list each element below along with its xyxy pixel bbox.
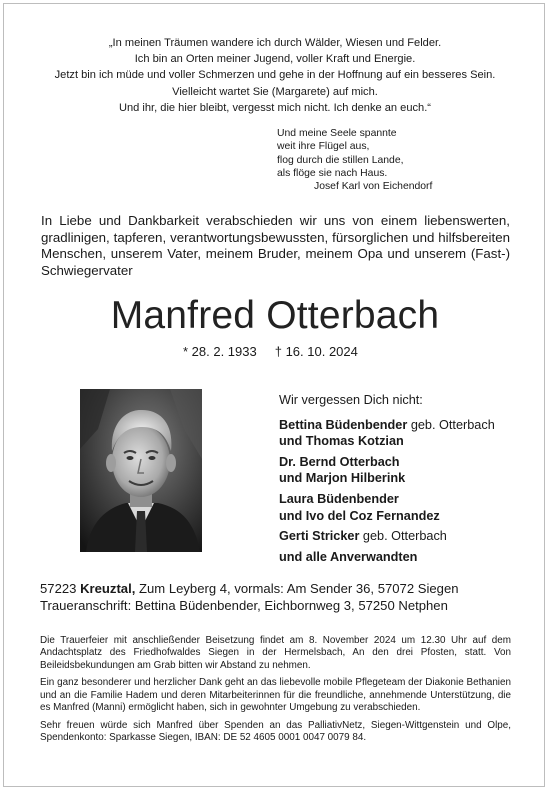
- verse-line: weit ihre Flügel aus,: [277, 141, 370, 153]
- poem-line: Und ihr, die hier bleibt, vergesst mich nicht. Ich denke an euch.“: [118, 101, 432, 114]
- family-list: [279, 392, 529, 565]
- family-partner: und Ivo del Coz Fernandez: [279, 508, 440, 523]
- address-street: Zum Leyberg 4, vormals: Am Sender 36, 57072 Siegen: [135, 581, 459, 596]
- funeral-notice: Die Trauerfeier mit anschließender Beisetzung findet am 8. November 2024 um 12.30 Uhr auf dem Andachtsplatz des Friedhofwaldes Siegen in der Hermelsbach, An den drei Pfosten, statt. Von Beileidsbekundungen am Grab bitten wir Abstand zu nehmen.: [40, 635, 511, 671]
- family-member: Dr. Bernd Otterbach: [279, 454, 400, 469]
- intro-line: Menschen, unserem Vater, meinem Bruder, meinem Opa und unserem (Fast-): [41, 246, 510, 262]
- mourning-address: Traueranschrift: Bettina Büdenbender, Eichbornweg 3, 57250 Netphen: [40, 597, 448, 613]
- intro-line: Schwiegervater: [41, 262, 133, 278]
- family-group: [279, 454, 529, 487]
- family-group: [279, 417, 529, 450]
- verse-line: flog durch die stillen Lande,: [277, 154, 404, 166]
- life-dates: [183, 344, 358, 360]
- family-partner: und Thomas Kotzian: [279, 434, 404, 449]
- address-block: [40, 581, 520, 614]
- death-date: † 16. 10. 2024: [274, 344, 358, 359]
- thanks-notice: Ein ganz besonderer und herzlicher Dank geht an das liebevolle mobile Pflegeteam der Diakonie Bethanien und an die Familie Hadem und deren Mitarbeiterinnen für die freundliche, annehmende Unterstützung, die es Manfred (Manni) ermöglicht haben, sich in gewohnter Umgebung zu verabschieden.: [40, 677, 511, 713]
- eichendorff-verse: [277, 127, 477, 193]
- family-member: Laura Büdenbender: [279, 491, 399, 506]
- donation-notice: Sehr freuen würde sich Manfred über Spenden an das PalliativNetz, Siegen-Wittgenstein und Olpe, Spendenkonto: Sparkasse Siegen, IBAN: DE 52 4605 0001 0047 0079 84.: [40, 719, 511, 744]
- verse-author: Josef Karl von Eichendorf: [314, 181, 433, 193]
- family-heading: Wir vergessen Dich nicht:: [279, 393, 423, 407]
- family-member: [279, 528, 529, 545]
- verse-line: als flöge sie nach Haus.: [277, 167, 388, 179]
- intro-line: gradlinigen, tapferen, verantwortungsbewussten, fürsorglichen und hilfsbereiten: [41, 229, 510, 245]
- opening-poem: [30, 35, 520, 116]
- family-closing: und alle Anverwandten: [279, 549, 418, 564]
- member-name: Gerti Stricker: [279, 529, 360, 544]
- poem-line: Jetzt bin ich müde und voller Schmerzen und gehe in der Hoffnung auf ein besseres Sein.: [54, 69, 496, 82]
- verse-line: Und meine Seele spannte: [277, 128, 397, 139]
- family-group: [279, 491, 529, 524]
- family-member: [279, 417, 529, 434]
- home-address: [40, 581, 520, 598]
- birth-date: * 28. 2. 1933: [183, 344, 257, 359]
- poem-line: Vielleicht wartet Sie (Margarete) auf mich.: [172, 85, 378, 98]
- member-maiden-name: geb. Otterbach: [407, 417, 495, 432]
- member-name: Bettina Büdenbender: [279, 417, 408, 432]
- family-group: [279, 528, 529, 545]
- member-maiden-name: geb. Otterbach: [359, 529, 447, 544]
- poem-line: Ich bin an Orten meiner Jugend, voller Kraft und Energie.: [134, 53, 416, 66]
- portrait-photo: [80, 389, 202, 552]
- intro-text: [41, 213, 510, 279]
- address-city: Kreuztal,: [80, 581, 136, 596]
- intro-line: In Liebe und Dankbarkeit verabschieden wir uns von einem liebenswerten,: [41, 213, 510, 228]
- family-partner: und Marjon Hilberink: [279, 471, 406, 486]
- notices: [40, 635, 511, 750]
- address-zip: 57223: [40, 581, 81, 596]
- poem-line: „In meinen Träumen wandere ich durch Wälder, Wiesen und Felder.: [108, 37, 442, 49]
- deceased-name: Manfred Otterbach: [110, 294, 440, 337]
